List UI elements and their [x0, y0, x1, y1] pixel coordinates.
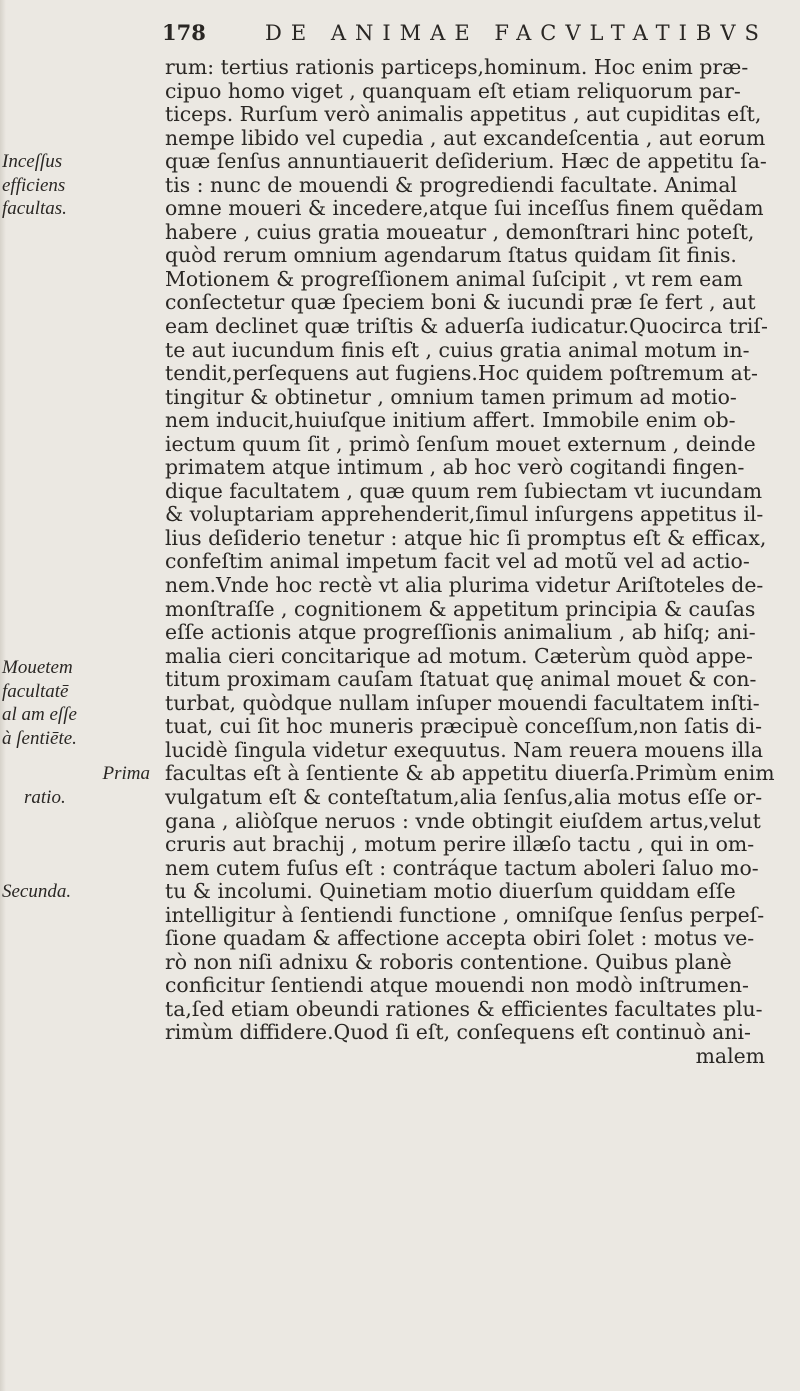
text-line: tingitur & obtinetur , omnium tamen primum ad motio-	[165, 384, 737, 409]
text-line: turbat, quòdque nullam inſuper mouendi facultatem inſti-	[165, 690, 760, 715]
margin-note-line: Prima	[102, 763, 150, 784]
text-line: rò non niſi adnixu & roboris contentione. Quibus planè	[165, 949, 732, 974]
text-line: titum proximam cauſam ſtatuat quę animal mouet & con-	[165, 667, 757, 692]
text-line: lucidè ſingula videtur exequutus. Nam reuera mouens illa	[165, 737, 763, 762]
text-line: nem cutem fuſus eſt : contráque tactum aboleri ſaluo mo-	[165, 855, 759, 880]
running-title: DE ANIMAE FACVLTATIBVS	[265, 21, 768, 45]
margin-note-line: Inceſſus	[2, 151, 63, 172]
margin-note-line: Mouetem	[2, 657, 73, 678]
margin-note-line: al am eſſe	[2, 704, 77, 726]
text-line: quæ ſenſus annuntiauerit deſiderium. Hæc de appetitu ſa-	[165, 149, 767, 174]
text-line: eam declinet quæ triſtis & aduerſa iudicatur.Quocirca triſ-	[165, 314, 768, 339]
text-line: quòd rerum omnium agendarum ſtatus quidam ſit finis.	[165, 243, 737, 268]
text-line: nempe libido vel cupedia , aut excandeſcentia , aut eorum	[165, 125, 766, 150]
text-line: primatem atque intimum , ab hoc verò cogitandi fingen-	[165, 455, 745, 480]
text-line: eſſe actionis atque progreſſionis animalium , ab hiſq; ani-	[165, 620, 756, 645]
margin-note-line: efficiens	[2, 174, 66, 196]
text-line: omne moueri & incedere,atque ſui inceſſus finem quẽdam	[165, 196, 764, 221]
margin-note-incessus	[2, 150, 160, 221]
text-line: conficitur ſentiendi atque mouendi non modò inſtrumen-	[165, 973, 749, 998]
text-line: nem inducit,huiuſque initium affert. Immobile enim ob-	[165, 408, 736, 433]
text-line: confeſtim animal impetum facit vel ad motũ vel ad actio-	[165, 549, 750, 574]
margin-note-mouentem	[2, 656, 160, 750]
text-line: ſione quadam & affectione accepta obiri ſolet : motus ve-	[165, 926, 755, 951]
page-number: 178	[162, 20, 206, 45]
catchword: malem	[695, 1043, 765, 1068]
text-line: ta,ſed etiam obeundi rationes & efficientes facultates plu-	[165, 996, 763, 1021]
text-line: iectum quum ſit , primò ſenſum mouet externum , deinde	[165, 431, 756, 456]
running-head	[162, 18, 768, 48]
text-line: rimùm diffidere.Quod ſi eſt, conſequens eſt continuò ani-	[165, 1020, 751, 1045]
margin-note-line: Secunda.	[2, 881, 72, 902]
text-line: tuat, cui ſit hoc muneris præcipuè conceſſum,non ſatis di-	[165, 714, 762, 739]
text-line: lius deſiderio tenetur : atque hic ſi promptus eſt & efficax,	[165, 525, 767, 550]
margin-note-line: facultatē	[2, 680, 69, 702]
text-line: conſectetur quæ ſpeciem boni & iucundi præ ſe fert , aut	[165, 290, 756, 315]
text-line: tu & incolumi. Quinetiam motio diuerſum quiddam eſſe	[165, 879, 736, 904]
text-line: intelligitur à ſentiendi functione , omniſque ſenſus perpeſ-	[165, 902, 765, 927]
text-line: dique facultatem , quæ quum rem ſubiectam vt iucundam	[165, 478, 763, 503]
text-line: cipuo homo viget , quanquam eſt etiam reliquorum par-	[165, 78, 741, 103]
margin-note-secunda	[2, 880, 160, 904]
text-line: habere , cuius gratia moueatur , demonſtrari hinc poteſt,	[165, 219, 755, 244]
margin-note-line: à ſentiēte.	[2, 727, 77, 749]
text-line: nem.Vnde hoc rectè vt alia plurima videtur Ariſtoteles de-	[165, 573, 764, 598]
body-text	[165, 56, 795, 1069]
text-line: Motionem & progreſſionem animal ſuſcipit , vt rem eam	[165, 266, 743, 291]
text-line: te aut iucundum finis eſt , cuius gratia animal motum in-	[165, 337, 750, 362]
margin-note-line: ratio.	[24, 786, 66, 808]
text-line: rum: tertius rationis particeps,hominum. Hoc enim præ-	[165, 55, 749, 79]
text-line: monſtraſſe , cognitionem & appetitum principia & cauſas	[165, 596, 756, 621]
text-line: vulgatum eſt & conteſtatum,alia ſenſus,alia motus eſſe or-	[165, 784, 763, 809]
text-line: malia cieri concitarique ad motum. Cæterùm quòd appe-	[165, 643, 753, 668]
text-line: tendit,perſequens aut fugiens.Hoc quidem poſtremum at-	[165, 361, 758, 386]
text-line: tis : nunc de mouendi & progrediendi facultate. Animal	[165, 172, 738, 197]
text-line: gana , aliòſque neruos : vnde obtingit eiuſdem artus,velut	[165, 808, 761, 833]
text-line: cruris aut brachij , motum perire illæſo tactu , qui in om-	[165, 832, 755, 857]
text-line: facultas eſt à ſentiente & ab appetitu diuerſa.Primùm enim	[165, 761, 775, 786]
margin-note-line: facultas.	[2, 198, 67, 220]
margin-note-prima	[0, 762, 150, 809]
text-line: & voluptariam apprehenderit,ſimul inſurgens appetitus il-	[165, 502, 764, 527]
text-line: ticeps. Rurſum verò animalis appetitus , aut cupiditas eſt,	[165, 102, 762, 127]
